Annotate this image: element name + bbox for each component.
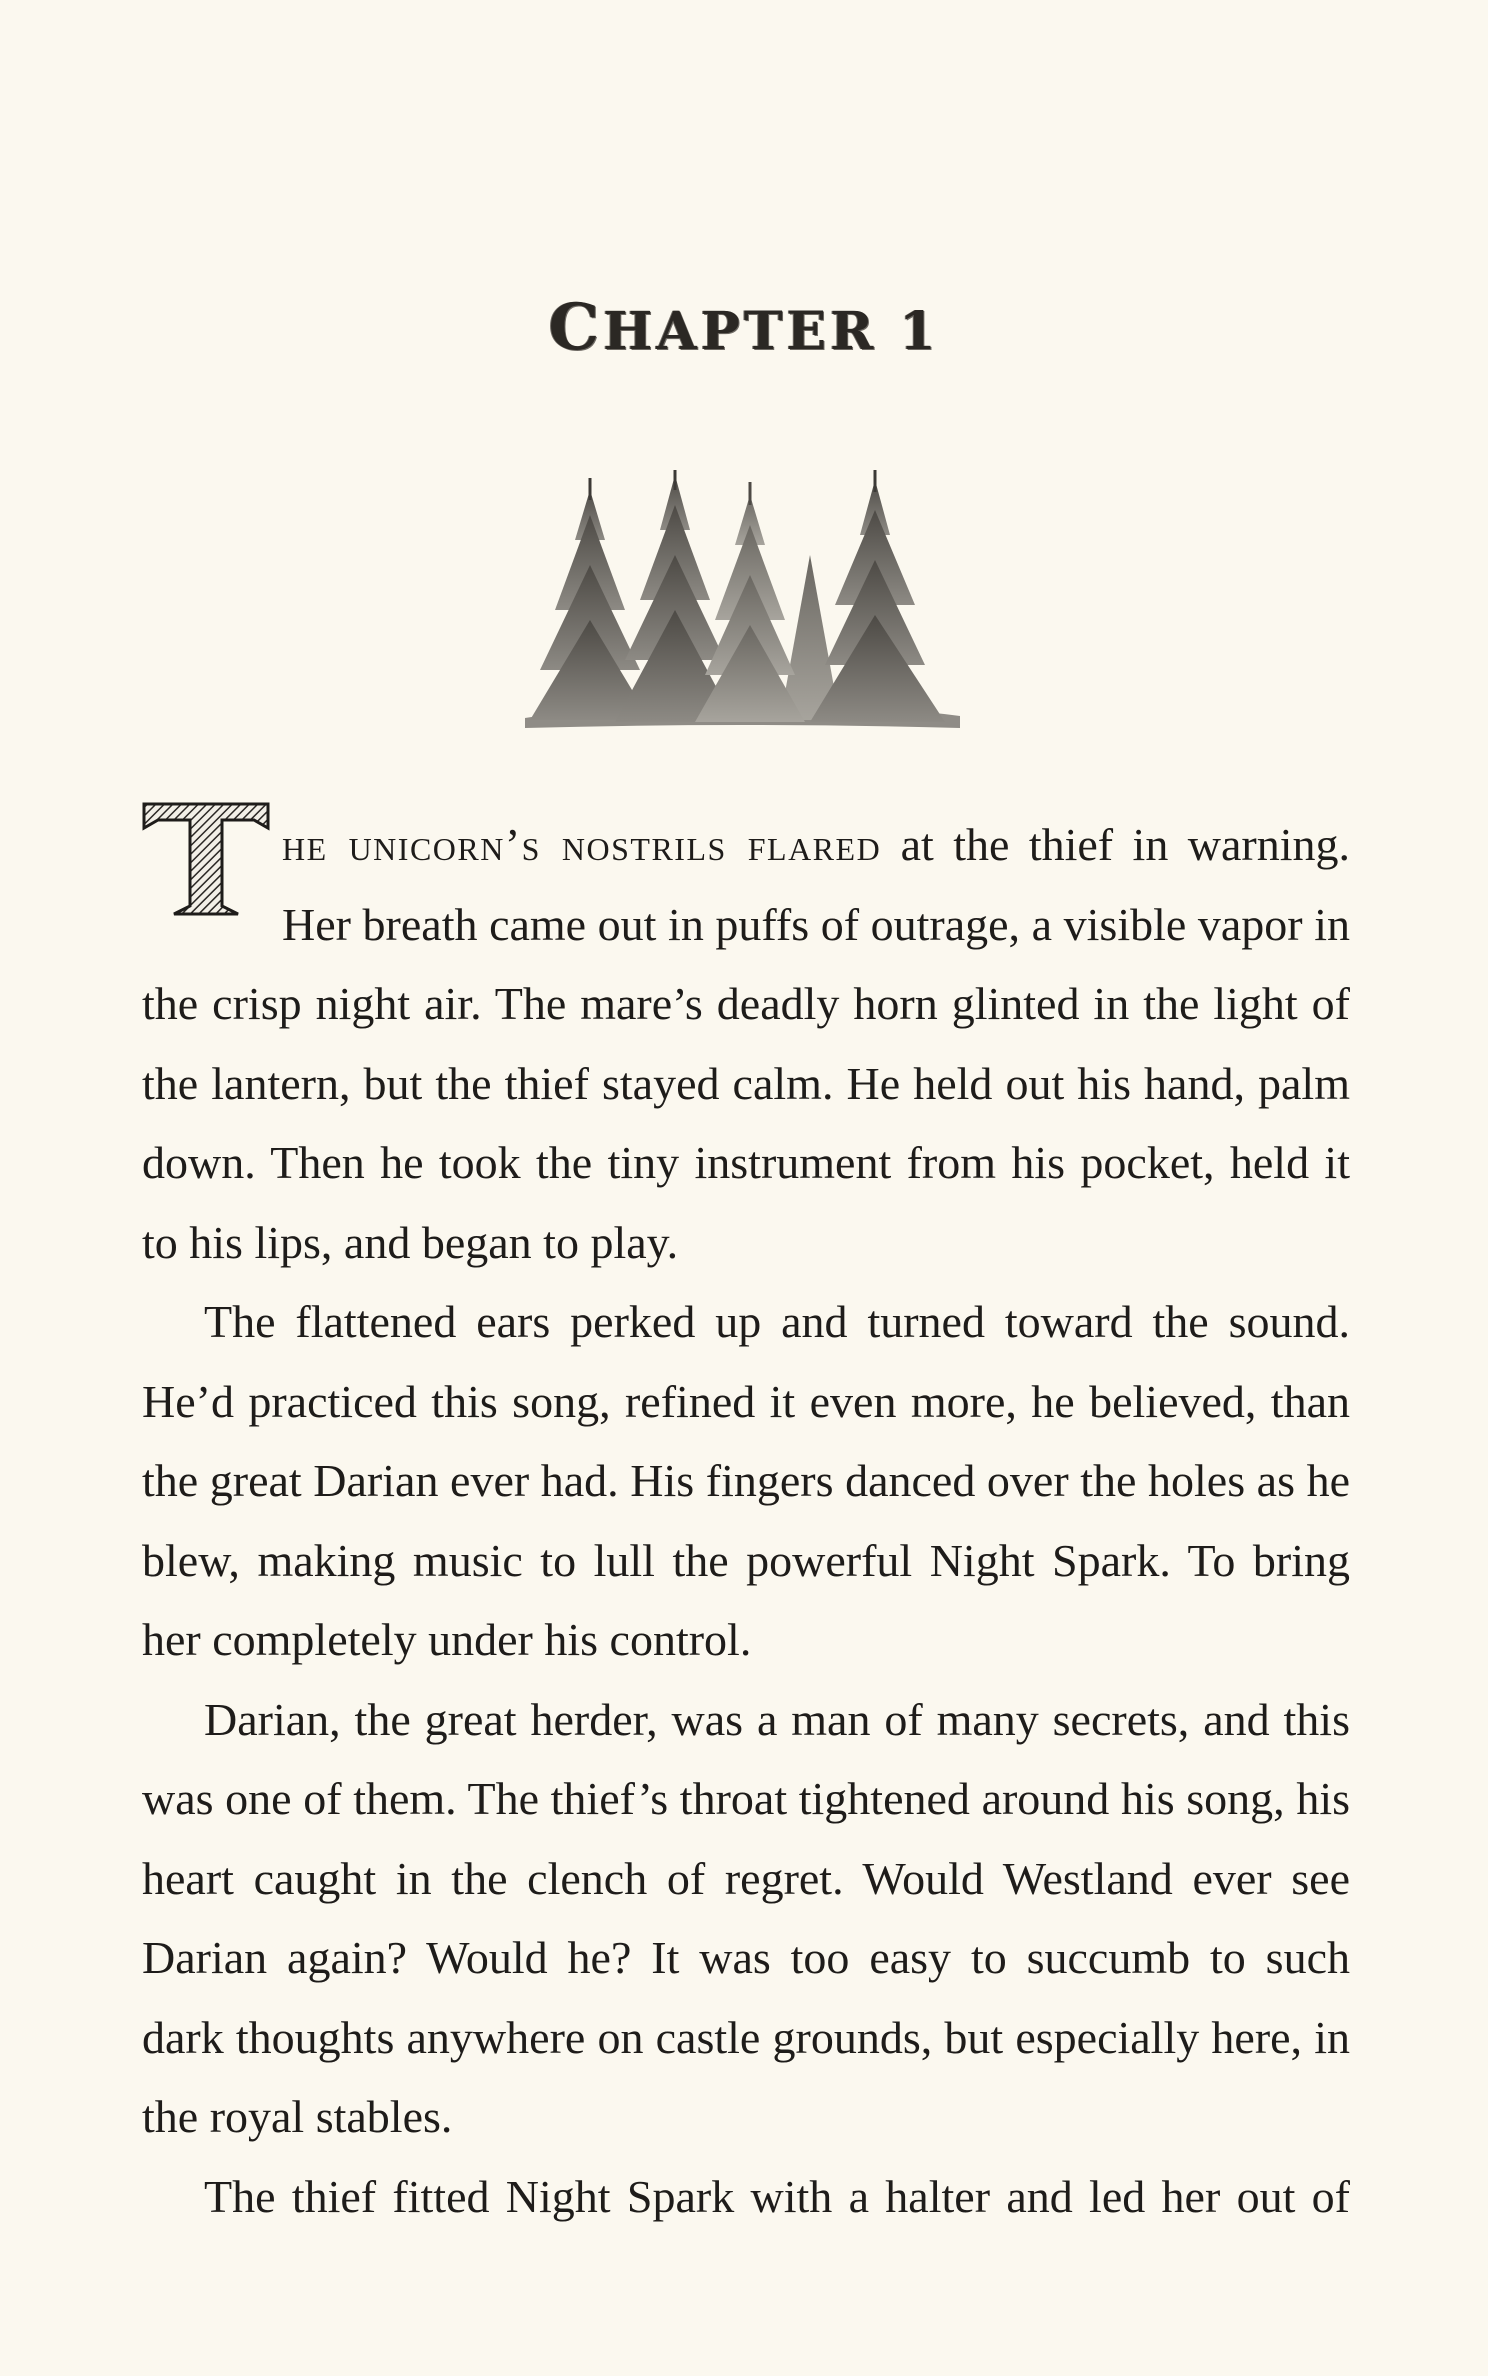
pine-trees-icon [505, 470, 975, 745]
paragraph: Darian, the great herder, was a man of many secrets, and this was one of them. The thief’s throat tightened around his song, his heart caught in the clench of regret. Would Westland ever see Darian again? Would he? It was too easy to succumb to such dark thoughts anywhere on castle grounds, but especially here, in the royal stables. [142, 1693, 1350, 2142]
paragraph [142, 805, 1350, 1282]
chapter-text [142, 805, 1350, 2236]
paragraph: The flattened ears perked up and turned toward the sound. He’d practiced this song, refined it even more, he believed, than the great Darian ever had. His fingers danced over the holes as he blew, making music to lull the powerful Night Spark. To bring her completely under his control. [142, 1296, 1350, 1665]
lead-in-text: he unicorn’s nostrils flared [282, 819, 882, 870]
paragraph: The thief fitted Night Spark with a halter and led her out of [204, 2170, 1350, 2222]
chapter-heading: CHAPTER 1 [548, 290, 940, 365]
drop-cap-spacer [142, 805, 282, 945]
paragraph-text: at the thief in warning. Her breath came out in puffs of outrage, a visible vapor in the crisp night air. The mare’s deadly horn glinted in the light of the lantern, but the thief stayed calm. He held out his hand, palm down. Then he took the tiny instrument from his pocket, held it to his lips, and began to play. [142, 819, 1350, 1268]
